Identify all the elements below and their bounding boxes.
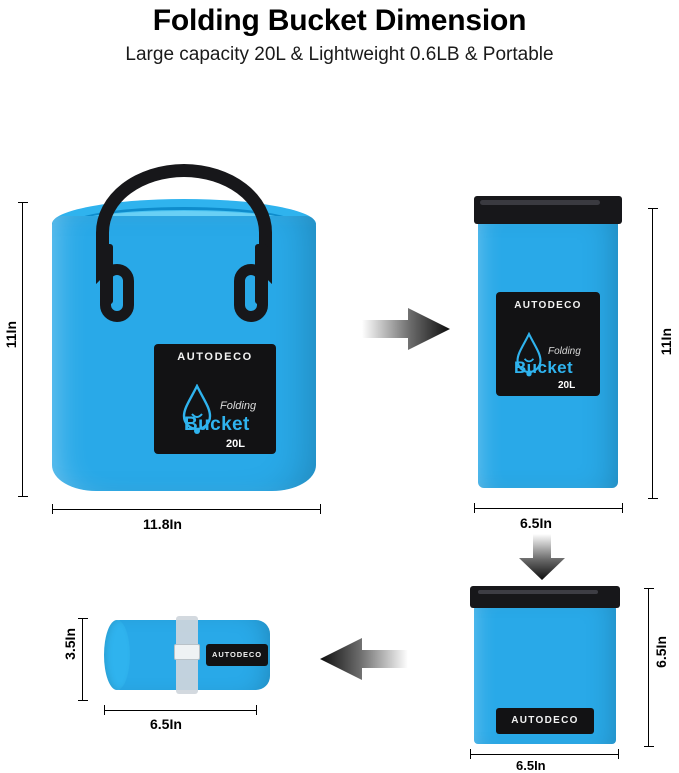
brand-text: AUTODECO [177,351,253,363]
dimension-open-bucket-height-label: 11In [3,321,19,349]
bucket-handle-strap-right [255,244,268,304]
diagram-stage [0,66,679,773]
rolled-end-cap [104,620,130,690]
bucket-handle-strap-left [100,244,113,304]
folded-tall-illustration [470,188,626,498]
dimension-rolled-width-label: 6.5In [150,716,182,732]
rolled-strap-buckle [174,644,200,660]
brand-patch-rolled [206,644,268,666]
folded-square-top-highlight [478,590,598,594]
arrow-open-to-tall-icon [360,304,452,354]
arrow-square-to-rolled-icon [318,634,410,684]
dimension-rolled-height-label: 3.5In [62,628,78,660]
dimension-folded-tall-height-label: 11In [658,328,674,356]
rolled-illustration [96,614,286,702]
arrow-tall-to-square-icon [515,532,569,582]
capacity-text: 20L [558,380,576,391]
brand-text: AUTODECO [212,650,262,659]
bucket-wordmark: Bucket [514,358,574,377]
brand-text: AUTODECO [514,300,582,311]
folding-text: Folding [220,400,257,412]
dimension-open-bucket-width-label: 11.8In [143,516,182,532]
page-subtitle: Large capacity 20L & Lightweight 0.6LB & Portable [125,44,554,65]
folding-text: Folding [548,346,581,357]
dimension-folded-tall-width-label: 6.5In [520,515,552,531]
brand-patch-folded-square [496,708,594,734]
brand-patch-open-bucket [154,344,276,454]
capacity-text: 20L [226,438,245,450]
folded-tall-top-highlight [480,200,600,205]
dimension-folded-square-height-label: 6.5In [653,636,669,668]
bucket-wordmark: Bucket [184,414,250,435]
brand-text: AUTODECO [511,715,579,726]
folded-square-illustration [452,578,638,748]
brand-patch-folded-tall [496,292,600,396]
open-bucket-illustration [44,166,324,496]
header [0,0,679,66]
page-title: Folding Bucket Dimension [152,4,527,37]
dimension-folded-square-width-label: 6.5In [516,758,546,773]
